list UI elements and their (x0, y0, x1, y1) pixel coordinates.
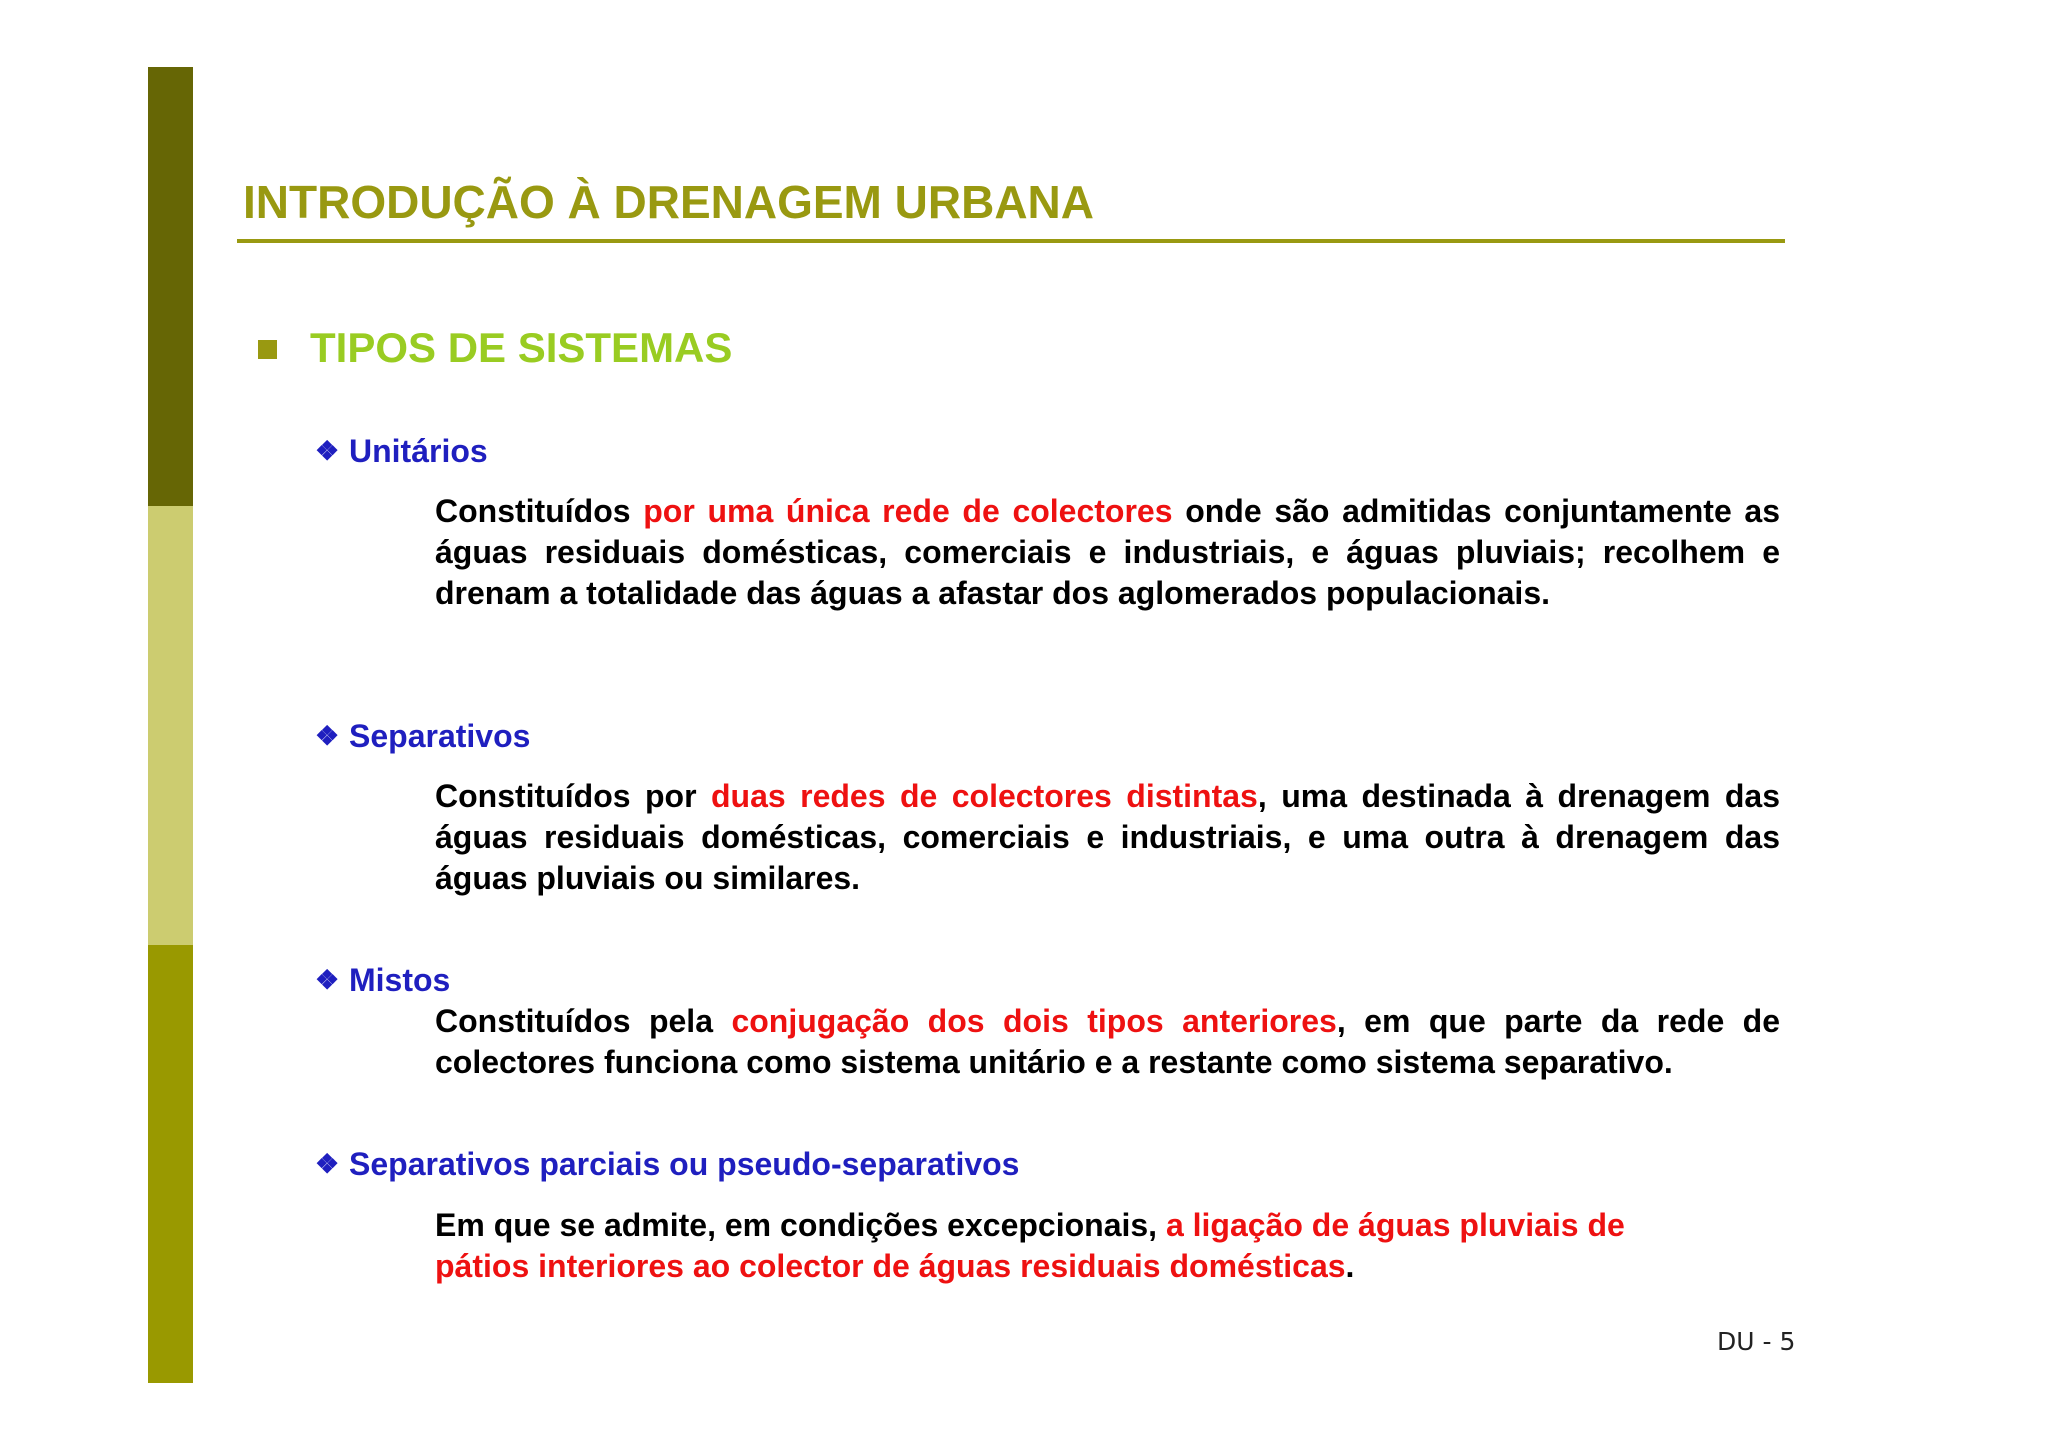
description-text: . (1345, 1248, 1355, 1284)
item-heading-label: Separativos (349, 718, 531, 754)
item-description-unitarios (435, 491, 1780, 614)
description-highlight: por uma única rede de colectores (643, 493, 1173, 529)
diamond-bullet-icon: ❖ (315, 436, 340, 466)
description-text: , em que parte da rede de colectores funciona como sistema unitário e a restante como sistema separativo. (435, 1003, 1781, 1080)
square-bullet-icon (258, 340, 277, 359)
item-heading-separativos-parciais (315, 1145, 1019, 1183)
description-text: Em que se admite, em condições excepcionais, (435, 1207, 1166, 1243)
side-bar-top-segment (148, 67, 193, 506)
side-bar-middle-segment (148, 506, 193, 945)
description-text: Constituídos pela (435, 1003, 732, 1039)
description-highlight: conjugação dos dois tipos anteriores (731, 1003, 1337, 1039)
item-description-separativos (435, 776, 1780, 899)
item-description-separativos-parciais (435, 1205, 1725, 1287)
item-heading-label: Mistos (349, 962, 451, 998)
item-heading-mistos (315, 961, 450, 999)
diamond-bullet-icon: ❖ (315, 1149, 340, 1179)
item-description-mistos (435, 1001, 1780, 1083)
diamond-bullet-icon: ❖ (315, 965, 340, 995)
section-heading: TIPOS DE SISTEMAS (310, 324, 733, 371)
item-heading-label: Unitários (349, 433, 488, 469)
description-text: onde são admitidas conjuntamente as águas residuais domésticas, comerciais e industriais, e águas pluviais; recolhem e drenam a totalidade das águas a afastar dos aglomerados populacionais. (435, 493, 1781, 611)
description-text: Constituídos por (435, 778, 711, 814)
diamond-bullet-icon: ❖ (315, 721, 340, 751)
page-number: DU - 5 (1717, 1327, 1796, 1356)
item-heading-label: Separativos parciais ou pseudo-separativos (349, 1146, 1020, 1182)
description-text: Constituídos (435, 493, 644, 529)
title-underline (237, 239, 1785, 243)
side-bar-bottom-segment (148, 945, 193, 1383)
item-heading-unitarios (315, 432, 488, 470)
description-highlight: a ligação de águas pluviais de pátios interiores ao colector de águas residuais domésticas (435, 1207, 1625, 1284)
item-heading-separativos (315, 717, 530, 755)
description-highlight: duas redes de colectores distintas (710, 778, 1258, 814)
slide-title: INTRODUÇÃO À DRENAGEM URBANA (243, 176, 1094, 228)
description-text: , uma destinada à drenagem das águas residuais domésticas, comerciais e industriais, e uma outra à drenagem das águas pluviais ou similares. (435, 778, 1781, 896)
